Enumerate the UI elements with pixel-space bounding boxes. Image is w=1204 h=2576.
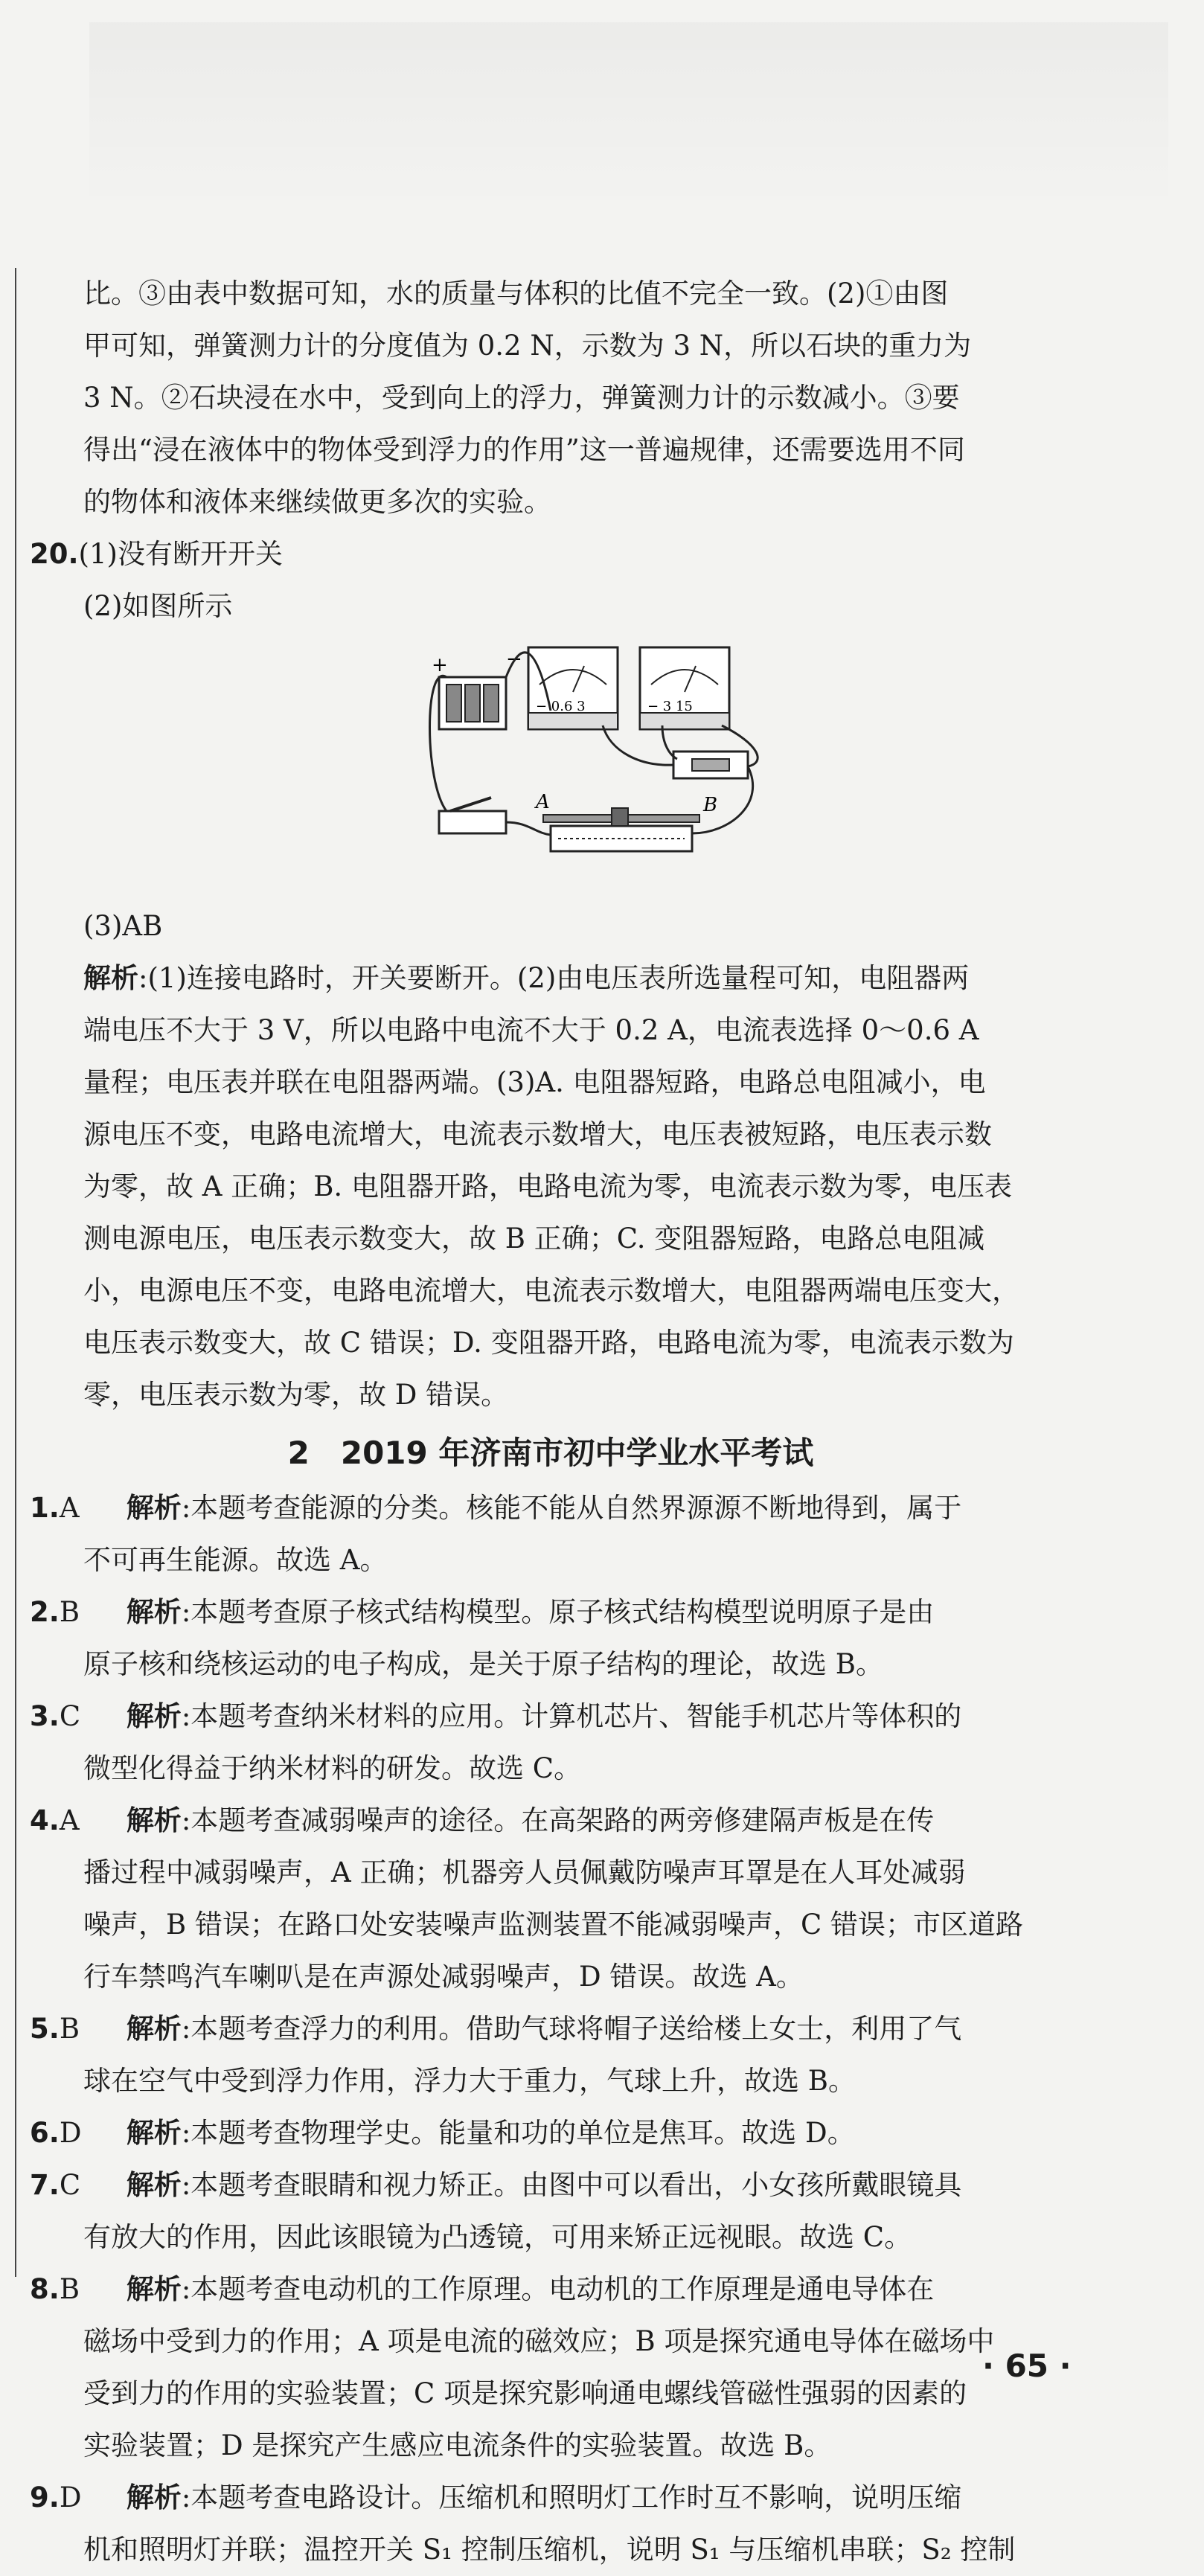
question-number: 3. xyxy=(30,1700,60,1732)
point-b-label: B xyxy=(703,794,718,816)
section-title: 2 2019 年济南市初中学业水平考试 xyxy=(287,1435,814,1471)
circuit-figure xyxy=(30,632,1072,900)
question-number: 2. xyxy=(30,1596,60,1628)
question-line: 磁场中受到力的作用；A 项是电流的磁效应；B 项是探究通电导体在磁场中 xyxy=(83,2325,995,2357)
analysis-label: 解析 xyxy=(83,962,138,994)
question-line: 有放大的作用，因此该眼镜为凸透镜，可用来矫正远视眼。故选 C。 xyxy=(83,2221,912,2253)
question-line: 球在空气中受到浮力作用，浮力大于重力，气球上升，故选 B。 xyxy=(83,2065,856,2097)
q20-analysis-line: 零，电压表示数为零，故 D 错误。 xyxy=(83,1379,509,1411)
analysis-label: 解析 xyxy=(126,1700,182,1732)
question-number: 4. xyxy=(30,1804,60,1836)
voltmeter-icon xyxy=(640,647,729,729)
q20-analysis-line: 源电压不变，电路电流增大，电流表示数增大，电压表被短路，电压表示数 xyxy=(83,1118,992,1150)
question-answer: D xyxy=(59,2482,82,2513)
question-answer: A xyxy=(59,1804,80,1836)
page-content xyxy=(30,268,1072,2576)
analysis-label: 解析 xyxy=(126,2013,182,2045)
question-line: 微型化得益于纳米材料的研发。故选 C。 xyxy=(83,1752,582,1784)
q20-analysis-line: 解析:(1)连接电路时，开关要断开。(2)由电压表所选量程可知，电阻器两 xyxy=(83,962,970,994)
analysis-label: 解析 xyxy=(126,2482,182,2513)
continuation-line: 甲可知，弹簧测力计的分度值为 0.2 N，示数为 3 N，所以石块的重力为 xyxy=(83,330,972,362)
question-item: 5.B 解析:本题考查浮力的利用。借助气球将帽子送给楼上女士，利用了气 xyxy=(30,2003,1072,2055)
q20-analysis-line: 量程；电压表并联在电阻器两端。(3)A. 电阻器短路，电路总电阻减小，电 xyxy=(83,1066,986,1098)
q20-analysis-line: 端电压不大于 3 V，所以电路中电流不大于 0.2 A，电流表选择 0～0.6 A xyxy=(83,1014,979,1046)
q20-analysis-line: 为零，故 A 正确；B. 电阻器开路，电路电流为零，电流表示数为零，电压表 xyxy=(83,1170,1012,1202)
bleed-through-area xyxy=(89,22,1168,208)
analysis-label: 解析 xyxy=(126,2117,182,2149)
circuit-diagram xyxy=(417,632,789,893)
resistor-icon xyxy=(673,752,748,778)
ammeter-icon xyxy=(528,647,618,729)
page-number: · 65 · xyxy=(982,2348,1072,2384)
q20-analysis-line: 小，电源电压不变，电路电流增大，电流表示数增大，电阻器两端电压变大， xyxy=(83,1275,1019,1307)
question-line: 机和照明灯并联；温控开关 S₁ 控制压缩机，说明 S₁ 与压缩机串联；S₂ 控制 xyxy=(83,2534,1016,2566)
question-line: 噪声，B 错误；在路口处安装噪声监测装置不能减弱噪声，C 错误；市区道路 xyxy=(83,1909,1024,1941)
question-item: 1.A 解析:本题考查能源的分类。核能不能从自然界源源不断地得到，属于 xyxy=(30,1482,1072,1534)
question-item: 4.A 解析:本题考查减弱噪声的途径。在高架路的两旁修建隔声板是在传 xyxy=(30,1795,1072,1847)
q20-part1 xyxy=(30,528,1072,580)
question-item: 7.C 解析:本题考查眼睛和视力矫正。由图中可以看出，小女孩所戴眼镜具 xyxy=(30,2159,1072,2211)
question-answer: C xyxy=(59,1700,81,1732)
question-number: 20. xyxy=(30,538,79,570)
analysis-label: 解析 xyxy=(126,2273,182,2305)
question-item: 2.B 解析:本题考查原子核式结构模型。原子核式结构模型说明原子是由 xyxy=(30,1586,1072,1638)
battery-plus-label: + xyxy=(432,654,448,676)
question-answer: B xyxy=(59,2273,80,2305)
question-line: 播过程中减弱噪声，A 正确；机器旁人员佩戴防噪声耳罩是在人耳处减弱 xyxy=(83,1856,966,1888)
question-number: 5. xyxy=(30,2013,60,2045)
analysis-label: 解析 xyxy=(126,1596,182,1628)
switch-icon xyxy=(439,798,506,833)
question-item: 9.D 解析:本题考查电路设计。压缩机和照明灯工作时互不影响，说明压缩 xyxy=(30,2472,1072,2524)
q20-part2: (2)如图所示 xyxy=(83,590,233,622)
question-item: 8.B 解析:本题考查电动机的工作原理。电动机的工作原理是通电导体在 xyxy=(30,2263,1072,2316)
question-line: 原子核和绕核运动的电子构成，是关于原子结构的理论，故选 B。 xyxy=(83,1648,883,1680)
question-number: 1. xyxy=(30,1492,60,1524)
question-answer: C xyxy=(59,2169,81,2201)
continuation-line: 得出“浸在液体中的物体受到浮力的作用”这一普遍规律，还需要选用不同 xyxy=(83,434,965,466)
voltmeter-scale-label: − 3 15 xyxy=(647,699,693,714)
question-answer: B xyxy=(59,1596,80,1628)
question-number: 8. xyxy=(30,2273,60,2305)
analysis-label: 解析 xyxy=(126,2169,182,2201)
q20-analysis-line: 测电源电压，电压表示数变大，故 B 正确；C. 变阻器短路，电路总电阻减 xyxy=(83,1223,985,1255)
question-line: 不可再生能源。故选 A。 xyxy=(83,1544,388,1576)
continuation-line: 3 N。②石块浸在水中，受到向上的浮力，弹簧测力计的示数减小。③要 xyxy=(83,382,960,414)
question-answer: B xyxy=(59,2013,80,2045)
rheostat-icon xyxy=(543,808,699,851)
question-number: 6. xyxy=(30,2117,60,2149)
battery-icon xyxy=(439,677,506,729)
question-line: 实验装置；D 是探究产生感应电流条件的实验装置。故选 B。 xyxy=(83,2429,832,2461)
q20-part3: (3)AB xyxy=(83,910,163,942)
question-number: 7. xyxy=(30,2169,60,2201)
continuation-line: 的物体和液体来继续做更多次的实验。 xyxy=(83,486,551,518)
question-line: 受到力的作用的实验装置；C 项是探究影响通电螺线管磁性强弱的因素的 xyxy=(83,2377,967,2409)
question-line: 行车禁鸣汽车喇叭是在声源处减弱噪声，D 错误。故选 A。 xyxy=(83,1961,804,1993)
continuation-line: 比。③由表中数据可知，水的质量与体积的比值不完全一致。(2)①由图 xyxy=(83,278,949,310)
question-item: 3.C 解析:本题考查纳米材料的应用。计算机芯片、智能手机芯片等体积的 xyxy=(30,1691,1072,1743)
binding-gutter-line xyxy=(15,268,16,2277)
question-answer: A xyxy=(59,1492,80,1524)
battery-minus-label: − xyxy=(506,648,522,670)
question-item: 6.D 解析:本题考查物理学史。能量和功的单位是焦耳。故选 D。 xyxy=(30,2107,1072,2159)
analysis-label: 解析 xyxy=(126,1492,182,1524)
point-a-label: A xyxy=(536,791,550,813)
ammeter-scale-label: − 0.6 3 xyxy=(536,699,586,714)
question-number: 9. xyxy=(30,2482,60,2513)
q20-analysis-line: 电压表示数变大，故 C 错误；D. 变阻器开路，电路电流为零，电流表示数为 xyxy=(83,1327,1014,1359)
analysis-label: 解析 xyxy=(126,1804,182,1836)
q20-answer-1: (1)没有断开开关 xyxy=(78,538,283,570)
question-answer: D xyxy=(59,2117,82,2149)
